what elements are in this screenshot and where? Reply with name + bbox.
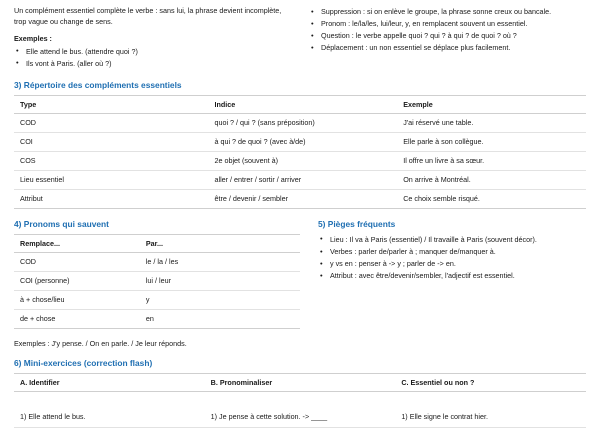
complements-table: [14, 95, 586, 209]
exercises-table: [14, 373, 586, 428]
intro-paragraph: Un complément essentiel complète le verbe : sans lui, la phrase devient incomplète, trop vague ou change de sens.: [14, 6, 282, 26]
cell-type: Lieu essentiel: [14, 170, 208, 189]
cell-exemple: J'ai réservé une table.: [397, 113, 586, 132]
list-item: • Suppression : si on enlève le groupe, la phrase sonne creux ou bancale.: [309, 6, 586, 17]
top-two-column-area: [0, 0, 600, 70]
table-row: [14, 252, 300, 271]
column-header-essentiel: C. Essentiel ou non ?: [395, 373, 586, 391]
spacer-cell: [205, 391, 396, 406]
list-item: • Question : le verbe appelle quoi ? qui ? à qui ? de quoi ? où ?: [309, 30, 586, 41]
cell-exercise-c: 1) Elle signe le contrat hier.: [395, 406, 586, 428]
section-6: [0, 358, 600, 428]
section-4: [14, 209, 300, 329]
column-header-identifier: A. Identifier: [14, 373, 205, 391]
cell-remplace: COI (personne): [14, 271, 140, 290]
list-item: • Déplacement : un non essentiel se déplace plus facilement.: [309, 42, 586, 53]
cell-par: le / la / les: [140, 252, 300, 271]
table-row: [14, 271, 300, 290]
intro-column: [14, 6, 291, 70]
cell-exemple: Elle parle à son collègue.: [397, 132, 586, 151]
cell-type: Attribut: [14, 189, 208, 208]
column-header-remplace: Remplace...: [14, 234, 140, 252]
pitfalls-list: [318, 234, 586, 282]
cell-remplace: de + chose: [14, 309, 140, 328]
column-header-par: Par...: [140, 234, 300, 252]
table-row: [14, 132, 586, 151]
section-5: [318, 209, 586, 283]
lower-two-column-area: [0, 209, 600, 329]
list-item: • Attribut : avec être/devenir/sembler, l'adjectif est essentiel.: [318, 270, 586, 281]
pronoun-examples-line: Exemples : J'y pense. / On en parle. / Je leur réponds.: [14, 338, 187, 348]
table-header-row: [14, 234, 300, 252]
cell-exemple: On arrive à Montréal.: [397, 170, 586, 189]
spacer-cell: [395, 391, 586, 406]
table-row: [14, 151, 586, 170]
column-header-exemple: Exemple: [397, 95, 586, 113]
cell-exercise-a: 1) Elle attend le bus.: [14, 406, 205, 428]
list-item: • y vs en : penser à -> y ; parler de -> en.: [318, 258, 586, 269]
cell-remplace: à + chose/lieu: [14, 290, 140, 309]
section-3-title: 3) Répertoire des compléments essentiels: [14, 79, 182, 90]
tips-column: [309, 6, 586, 70]
list-item: • Verbes : parler de/parler à ; manquer de/manquer à.: [318, 246, 586, 257]
column-header-pronominaliser: B. Pronominaliser: [205, 373, 396, 391]
table-row: [14, 113, 586, 132]
table-row: [14, 309, 300, 328]
cell-exemple: Il offre un livre à sa sœur.: [397, 151, 586, 170]
table-row: [14, 290, 300, 309]
table-row: [14, 189, 586, 208]
tips-list: [309, 6, 586, 54]
spacer-cell: [14, 391, 205, 406]
list-item: • Pronom : le/la/les, lui/leur, y, en remplacent souvent un essentiel.: [309, 18, 586, 29]
cell-remplace: COD: [14, 252, 140, 271]
table-spacer-row: [14, 391, 586, 406]
table-row: [14, 170, 586, 189]
table-header-row: [14, 373, 586, 391]
pronouns-table: [14, 234, 300, 329]
cell-type: COI: [14, 132, 208, 151]
cell-indice: être / devenir / sembler: [208, 189, 397, 208]
section-5-title: 5) Pièges fréquents: [318, 218, 396, 229]
cell-indice: à qui ? de quoi ? (avec à/de): [208, 132, 397, 151]
cell-indice: 2e objet (souvent à): [208, 151, 397, 170]
cell-indice: quoi ? / qui ? (sans préposition): [208, 113, 397, 132]
section-4-title: 4) Pronoms qui sauvent: [14, 218, 109, 229]
section-6-title: 6) Mini-exercices (correction flash): [14, 357, 153, 368]
list-item: • Lieu : Il va à Paris (essentiel) / Il travaille à Paris (souvent décor).: [318, 234, 586, 245]
cell-exercise-b: 1) Je pense à cette solution. -> ____: [205, 406, 396, 428]
column-header-indice: Indice: [208, 95, 397, 113]
cell-exemple: Ce choix semble risqué.: [397, 189, 586, 208]
table-header-row: [14, 95, 586, 113]
list-item: • Elle attend le bus. (attendre quoi ?): [14, 46, 291, 57]
cell-type: COD: [14, 113, 208, 132]
list-item: • Ils vont à Paris. (aller où ?): [14, 58, 291, 69]
column-header-type: Type: [14, 95, 208, 113]
cell-indice: aller / entrer / sortir / arriver: [208, 170, 397, 189]
cell-par: lui / leur: [140, 271, 300, 290]
cell-par: y: [140, 290, 300, 309]
examples-label: Exemples :: [14, 33, 52, 43]
section-3: [0, 80, 600, 209]
cell-type: COS: [14, 151, 208, 170]
cell-par: en: [140, 309, 300, 328]
intro-examples-list: [14, 46, 291, 69]
